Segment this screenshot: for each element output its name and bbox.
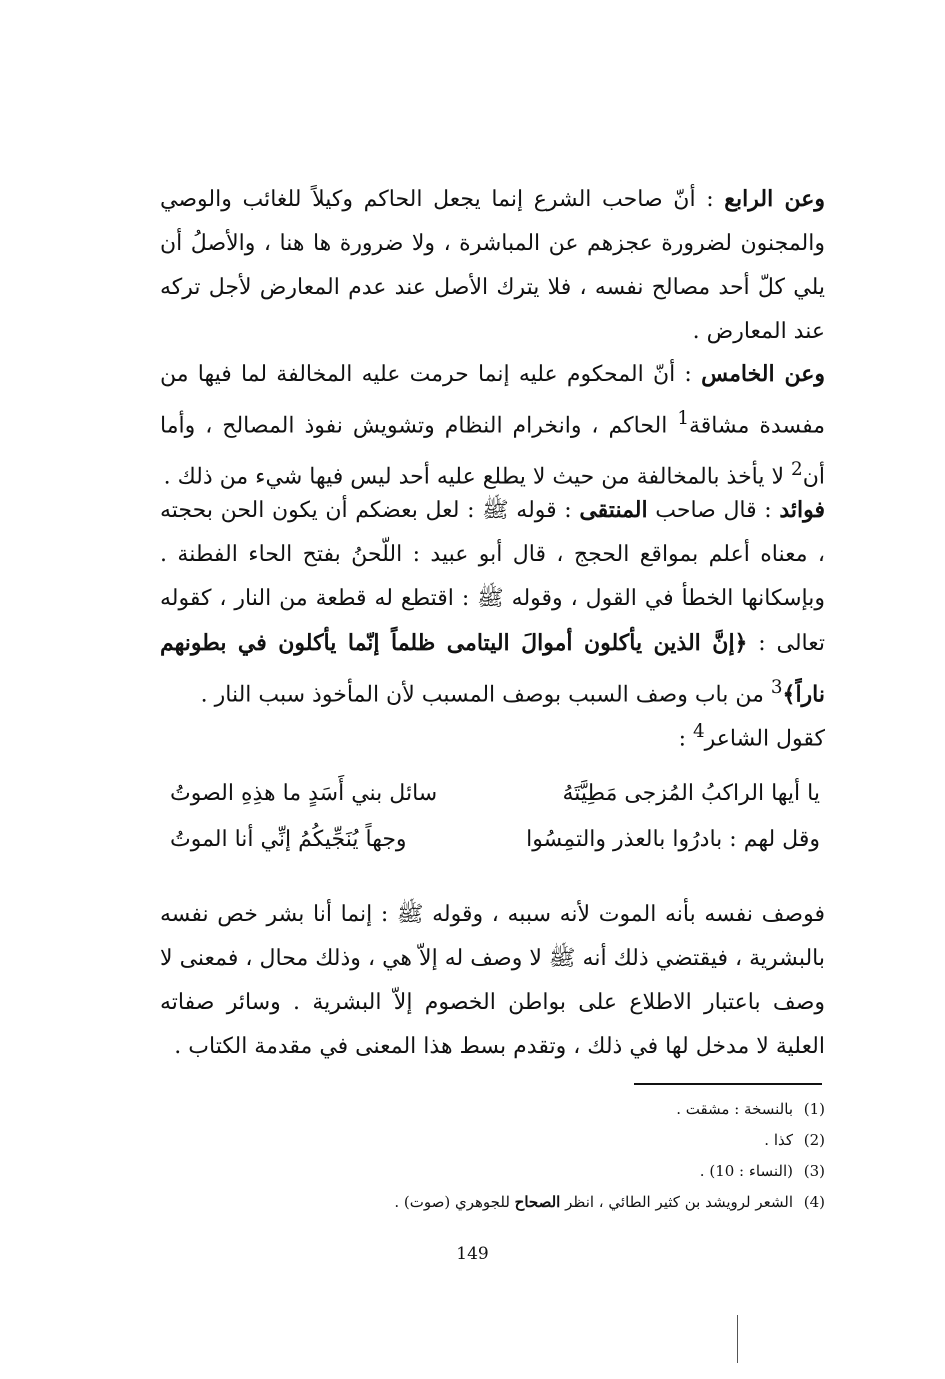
paragraph-text: : قال صاحب [647, 498, 780, 523]
paragraph-lead: وعن الرابع [724, 186, 825, 212]
verse-first-hemistich: يا أيها الراكبُ المُزجى مَطِيَّتَهُ [562, 781, 820, 806]
verse-second-hemistich: وجهاً يُنَجِّيكُمُ إنِّي أنا الموتُ [170, 827, 407, 852]
paragraph-fourth-reply [160, 177, 825, 354]
footnote-text-part: للجوهري (صوت) . [394, 1193, 515, 1211]
footnote-text: بالنسخة : مشقت . [676, 1100, 793, 1118]
footnote-number: (2) [803, 1131, 825, 1149]
footnotes [300, 1094, 825, 1218]
verse-first-hemistich: وقل لهم : بادرُوا بالعذر والتمِسُوا [526, 827, 820, 852]
paragraph-lead: فوائد [779, 497, 825, 523]
paragraph-text: من باب وصف السبب بوصف المسبب لأن المأخوذ سبب النار . [200, 682, 771, 708]
verse-second-hemistich: سائل بني أَسَدٍ ما هذِهِ الصوتُ [170, 781, 438, 806]
paragraph-text: فوصف نفسه بأنه الموت لأنه سببه ، وقوله ﷺ : إنما أنا بشر خص نفسه بالبشرية ، فيقتضي ذلك أنه ﷺ لا وصف له إلاّ هي ، وذلك محال ، فمعنى لا وصف باعتبار الاطلاع على بواطن الخصوم إلاّ البشرية . وسائر صفاته العلية لا مدخل لها في ذلك ، وتقدم بسط هذا المعنى في مقدمة الكتاب . [160, 902, 825, 1059]
footnote-item [300, 1125, 825, 1156]
footnote-number: (4) [803, 1193, 825, 1211]
footnote-divider [634, 1083, 822, 1085]
poem-verse [170, 818, 820, 862]
scan-mark [737, 1315, 739, 1363]
footnote-text [394, 1187, 793, 1218]
paragraph-text: : أنّ المحكوم عليه إنما حرمت عليه المخالفة لما فيها من مفسدة مشاقة [160, 362, 826, 439]
quran-verse: ﴿إنَّ الذين يأكلون أموالَ اليتامى ظلماً إنّما يأكلون في بطونهم ناراً﴾ [160, 630, 825, 708]
footnote-text-part: الشعر لرويشد بن كثير الطائي ، انظر [560, 1193, 793, 1211]
paragraph-poet-intro [160, 710, 825, 761]
paragraph-text: : أنّ صاحب الشرع إنما يجعل الحاكم وكيلاً للغائب والوصي والمجنون لضرورة عجزهم عن المباشرة ، ولا ضرورة ها هنا ، والأصلُ أن يلي كلّ أحد مصالح نفسه ، فلا يترك الأصل عند عدم المعارض لأجل تركه عند المعارض . [160, 187, 825, 344]
footnote-ref-1: 1 [677, 408, 689, 429]
footnote-number: (3) [803, 1162, 825, 1180]
footnote-item [300, 1156, 825, 1187]
book-title: المنتقى [579, 497, 648, 523]
paragraph-text: الحاكم ، وانخرام النظام وتشويش نفوذ المصالح ، وأما أن [160, 413, 825, 490]
footnote-ref-2: 2 [791, 459, 803, 481]
paragraph-lead: وعن الخامس [701, 361, 825, 387]
paragraph-text: : [678, 726, 693, 752]
poem-verse [170, 772, 820, 816]
paragraph-fifth-reply [160, 352, 825, 500]
paragraph-text: لا يأخذ بالمخالفة من حيث لا يطلع عليه أحد ليس فيها شيء من ذلك . [163, 464, 792, 490]
footnote-ref-3: 3 [770, 677, 783, 698]
footnote-item [300, 1187, 825, 1218]
footnote-text: (النساء : 10) . [699, 1162, 793, 1180]
page-number: 149 [456, 1244, 489, 1264]
paragraph-text: : قوله ﷺ : لعل بعضكم أن يكون الحن بحجته ، معناه أعلم بمواقع الحجج ، قال أبو عبيد : اللّحنُ بفتح الحاء الفطنة . وبإسكانها الخطأ في القول ، وقوله ﷺ : اقتطع له قطعة من النار ، كقوله تعالى : [160, 498, 825, 656]
footnote-ref-4: 4 [692, 721, 705, 742]
footnote-text: كذا . [764, 1131, 793, 1149]
paragraph-text: كقول الشاعر [704, 726, 825, 752]
book-title: الصحاح [514, 1193, 561, 1211]
paragraph-conclusion [160, 893, 825, 1069]
paragraph-benefits [160, 488, 825, 717]
footnote-item [300, 1094, 825, 1125]
footnote-number: (1) [803, 1100, 825, 1118]
